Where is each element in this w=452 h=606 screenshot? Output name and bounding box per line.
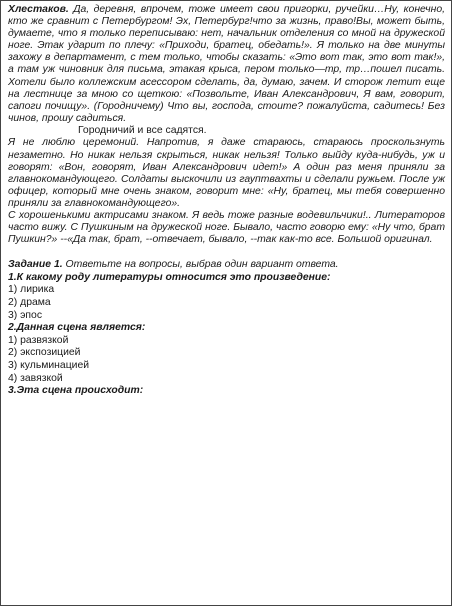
task-label: Задание 1. — [8, 259, 63, 271]
question-1-option-2: 2) драма — [8, 297, 51, 309]
passage-paragraph-2: Я не люблю церемоний. Напротив, я даже стараюсь, стараюсь проскользнуть незаметно. Но никак нельзя скрыться, никак нельзя! Только выйду куда-нибудь, уж и говорят: «Вон, говорят, Иван Александрович идет!» А один раз меня приняли за главнокомандующего. Солдаты выскочили из гауптвахты и сделали ружьем. После уж офицер, который мне очень знаком, говорит мне: «Ну, братец, мы тебя совершенно приняли за главнокомандующего». — [8, 137, 445, 209]
question-2-option-4: 4) завязкой — [8, 372, 63, 384]
task-heading — [8, 259, 445, 272]
stage-direction: Городничий и все садятся. — [78, 124, 207, 136]
question-1: 1.К какому роду литературы относится это произведение: — [8, 271, 331, 283]
passage-paragraph-1 — [8, 4, 445, 125]
question-2-option-3: 3) кульминацией — [8, 360, 90, 372]
question-2-option-1: 1) развязкой — [8, 334, 69, 346]
question-1-option-3: 3) эпос — [8, 309, 43, 321]
task-instruction: Ответьте на вопросы, выбрав один вариант ответа. — [65, 259, 339, 271]
question-2-option-2: 2) экспозицией — [8, 347, 81, 359]
section-gap — [8, 246, 445, 259]
passage-paragraph-3: С хорошенькими актрисами знаком. Я ведь тоже разные водевильчики!.. Литераторов часто вижу. С Пушкиным на дружеской ноге. Бывало, часто говорю ему: «Ну что, брат Пушкин?» --«Да так, брат, --отвечает, бывало, --так как-то все. Большой оригинал. — [8, 210, 445, 246]
question-1-option-1: 1) лирика — [8, 284, 55, 296]
speaker-name: Хлестаков. — [8, 4, 69, 15]
passage-text-1: Да, деревня, впрочем, тоже имеет свои пригорки, ручейки…Ну, конечно, кто же сравнит с Петербургом! Эх, Петербург!что за жизнь, право!Вы, может быть, думаете, что я только переписываю: нет, начальник отделения со мной на дружеской ноге. Этак ударит по плечу: «Приходи, братец, обедать!». Я только на две минуты захожу в департамент, с тем только, чтобы сказать: «Это вот так, это вот так!», а там уж чиновник для письма, этакая крыса, пером только—тр, тр…пошел писать. Хотели было коллежским асессором сделать, да, думаю, зачем. И сторож летит еще на лестнице за мною со щеткою: «Позвольте, Иван Александрович, Я вам, говорит, сапоги почищу». (Городничему) Что вы, господа, стоите? пожалуйста, садитесь! Без чинов, прошу садиться. — [8, 4, 445, 124]
question-3: 3.Эта сцена происходит: — [8, 385, 144, 397]
question-2: 2.Данная сцена является: — [8, 322, 146, 334]
